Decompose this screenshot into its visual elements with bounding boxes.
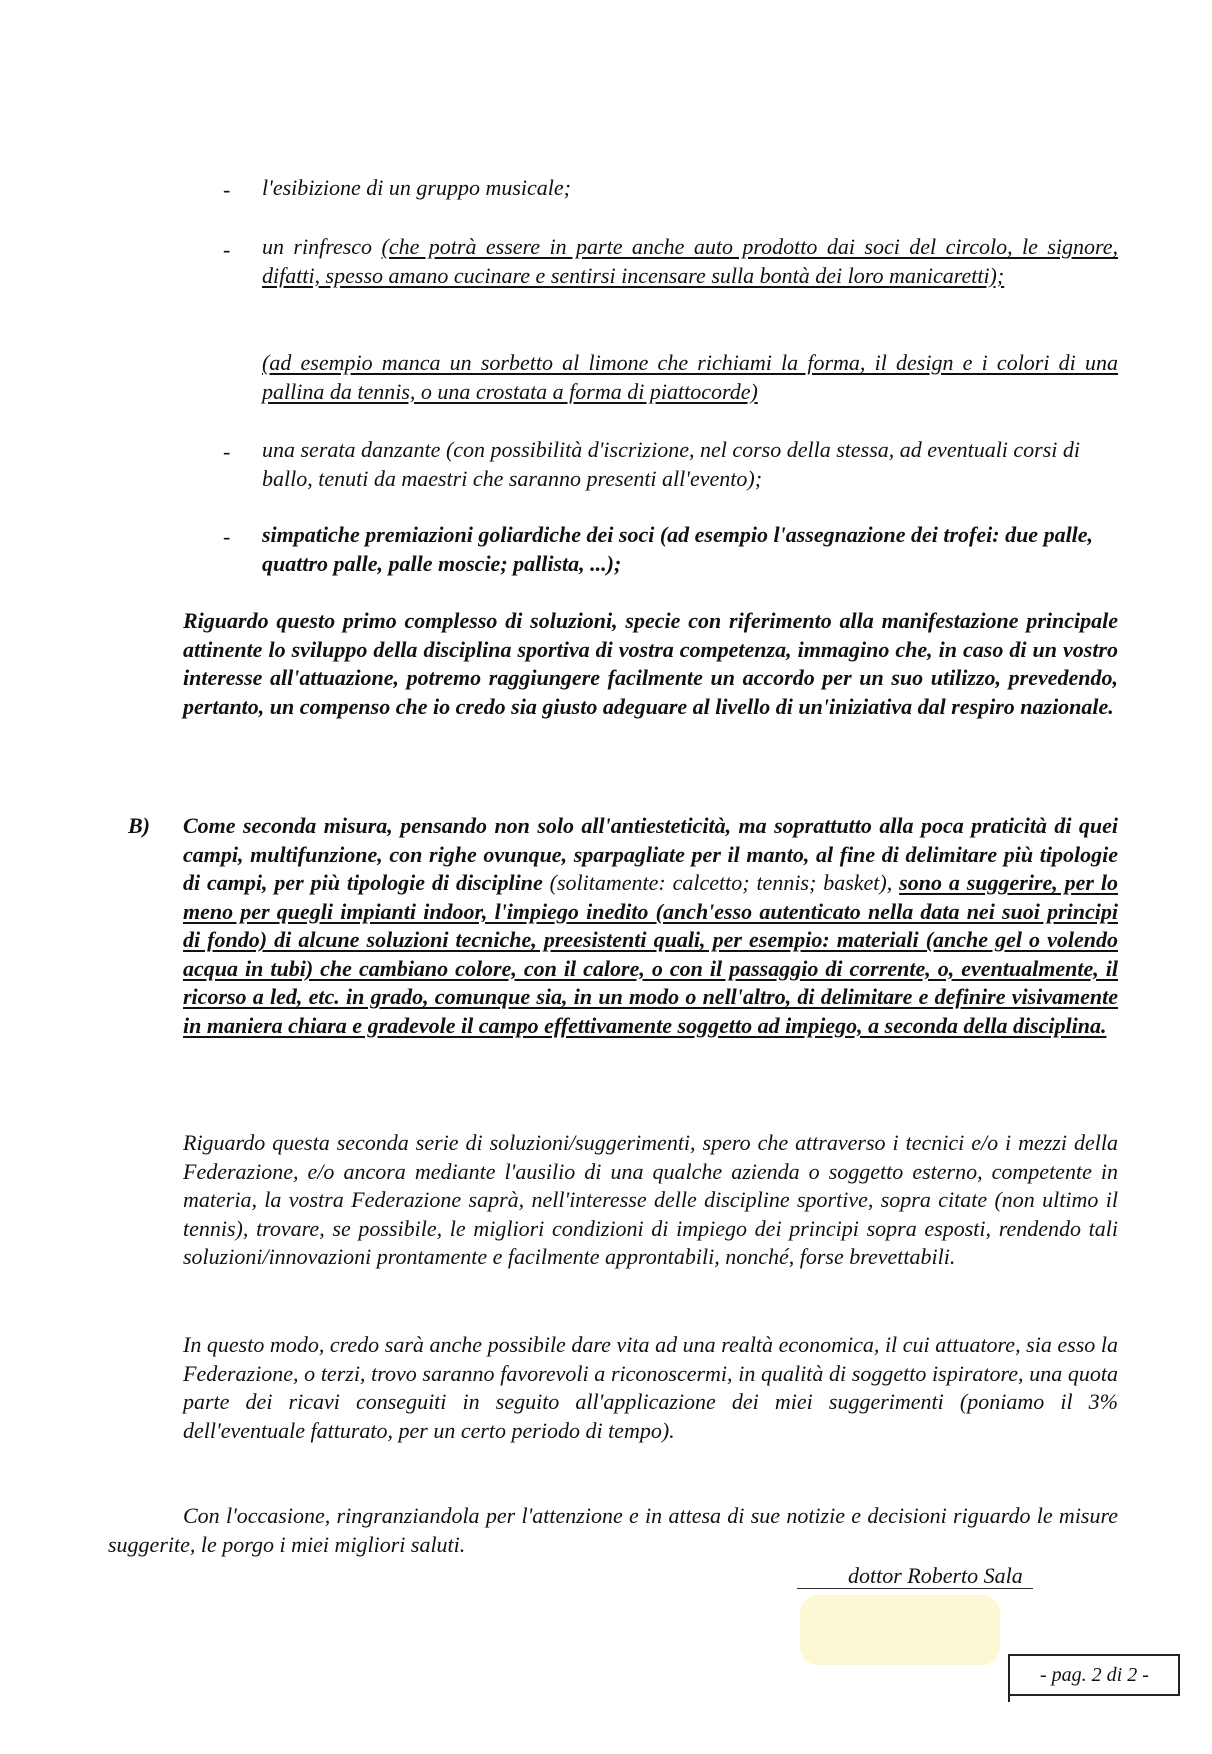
section-b-label: B) — [128, 813, 150, 838]
bullet-musical-group: l'esibizione di un gruppo musicale; — [262, 175, 572, 200]
page-number-box-tick — [1008, 1654, 1010, 1702]
refreshment-example: (ad esempio manca un sorbetto al limone che richiami la forma, il design e i colori di una pallina da tennis, o una crostata a forma di piattocorde) — [262, 350, 1118, 404]
list-dash: - — [223, 177, 231, 202]
list-dash: - — [223, 524, 231, 549]
paragraph-second-solutions: Riguardo questa seconda serie di soluzioni/suggerimenti, spero che attraverso i tecnici e/o i mezzi della Federazione, e/o ancora mediante l'ausilio di una qualche azienda o soggetto esterno, competente in materia, la vostra Federazione saprà, nell'interesse delle discipline sportive, sopra citate (non ultimo il tennis), trovare, se possibile, le migliori condizioni di impiego dei principi sopra esposti, rendendo tali soluzioni/innovazioni prontamente e facilmente approntabili, nonché, forse brevettabili. — [183, 1130, 1118, 1269]
paragraph-economic-reality: In questo modo, credo sarà anche possibile dare vita ad una realtà economica, il cui attuatore, sia esso la Federazione, o terzi, trovo saranno favorevoli a riconoscermi, in qualità di soggetto ispiratore, una quota parte dei ricavi conseguiti in seguito all'applicazione dei miei suggerimenti (poniamo il 3% dell'eventuale fatturato, per un certo periodo di tempo). — [183, 1332, 1118, 1443]
bullet-dance-evening: una serata danzante (con possibilità d'iscrizione, nel corso della stessa, ad eventuali corsi di ballo, tenuti da maestri che saranno presenti all'evento); — [262, 437, 1081, 491]
signature-name: dottor Roberto Sala — [848, 1563, 1023, 1588]
redacted-signature-highlight — [800, 1595, 1000, 1665]
closing-greetings: Con l'occasione, ringranziandola per l'attenzione e in attesa di sue notizie e decisioni riguardo le misure suggerite, le porgo i miei migliori saluti. — [108, 1503, 1118, 1557]
bullet-awards: simpatiche premiazioni goliardiche dei soci (ad esempio l'assegnazione dei trofei: due palle, quattro palle, palle moscie; pallista, ...); — [262, 522, 1094, 576]
paragraph-first-solutions: Riguardo questo primo complesso di soluzioni, specie con riferimento alla manifestazione principale attinente lo sviluppo della disciplina sportiva di vostra competenza, immagino che, in caso di un vostro interesse all'attuazione, potremo raggiungere facilmente un accordo per un suo utilizzo, prevedendo, pertanto, un compenso che io credo sia giusto adeguare al livello di un'iniziativa dal respiro nazionale. — [183, 608, 1118, 719]
list-dash: - — [223, 439, 231, 464]
page-number: - pag. 2 di 2 - — [1040, 1664, 1149, 1686]
list-dash: - — [223, 237, 231, 262]
bullet-refreshment: un rinfresco (che potrà essere in parte anche auto prodotto dai soci del circolo, le signore, difatti, spesso amano cucinare e sentirsi incensare sulla bontà dei loro manicaretti); — [262, 234, 1119, 288]
section-b-text: Come seconda misura, pensando non solo all'antiesteticità, ma soprattutto alla poca praticità di quei campi, multifunzione, con righe ovunque, sparpagliate per il manto, al fine di delimitare più tipologie di campi, per più tipologie di discipline (solitamente: calcetto; tennis; basket), sono a suggerire, per lo meno per quegli impianti indoor, l'impiego inedito (anch'esso autenticato nella data nei suoi principi di fondo) di alcune soluzioni tecniche, preesistenti quali, per esempio: materiali (anche gel o volendo acqua in tubi) che cambiano colore, con il calore, o con il passaggio di corrente, o, eventualmente, il ricorso a led, etc. in grado, comunque sia, in un modo o nell'altro, di delimitare e definire visivamente in maniera chiara e gradevole il campo effettivamente soggetto ad impiego, a seconda della disciplina. — [183, 813, 1118, 1038]
